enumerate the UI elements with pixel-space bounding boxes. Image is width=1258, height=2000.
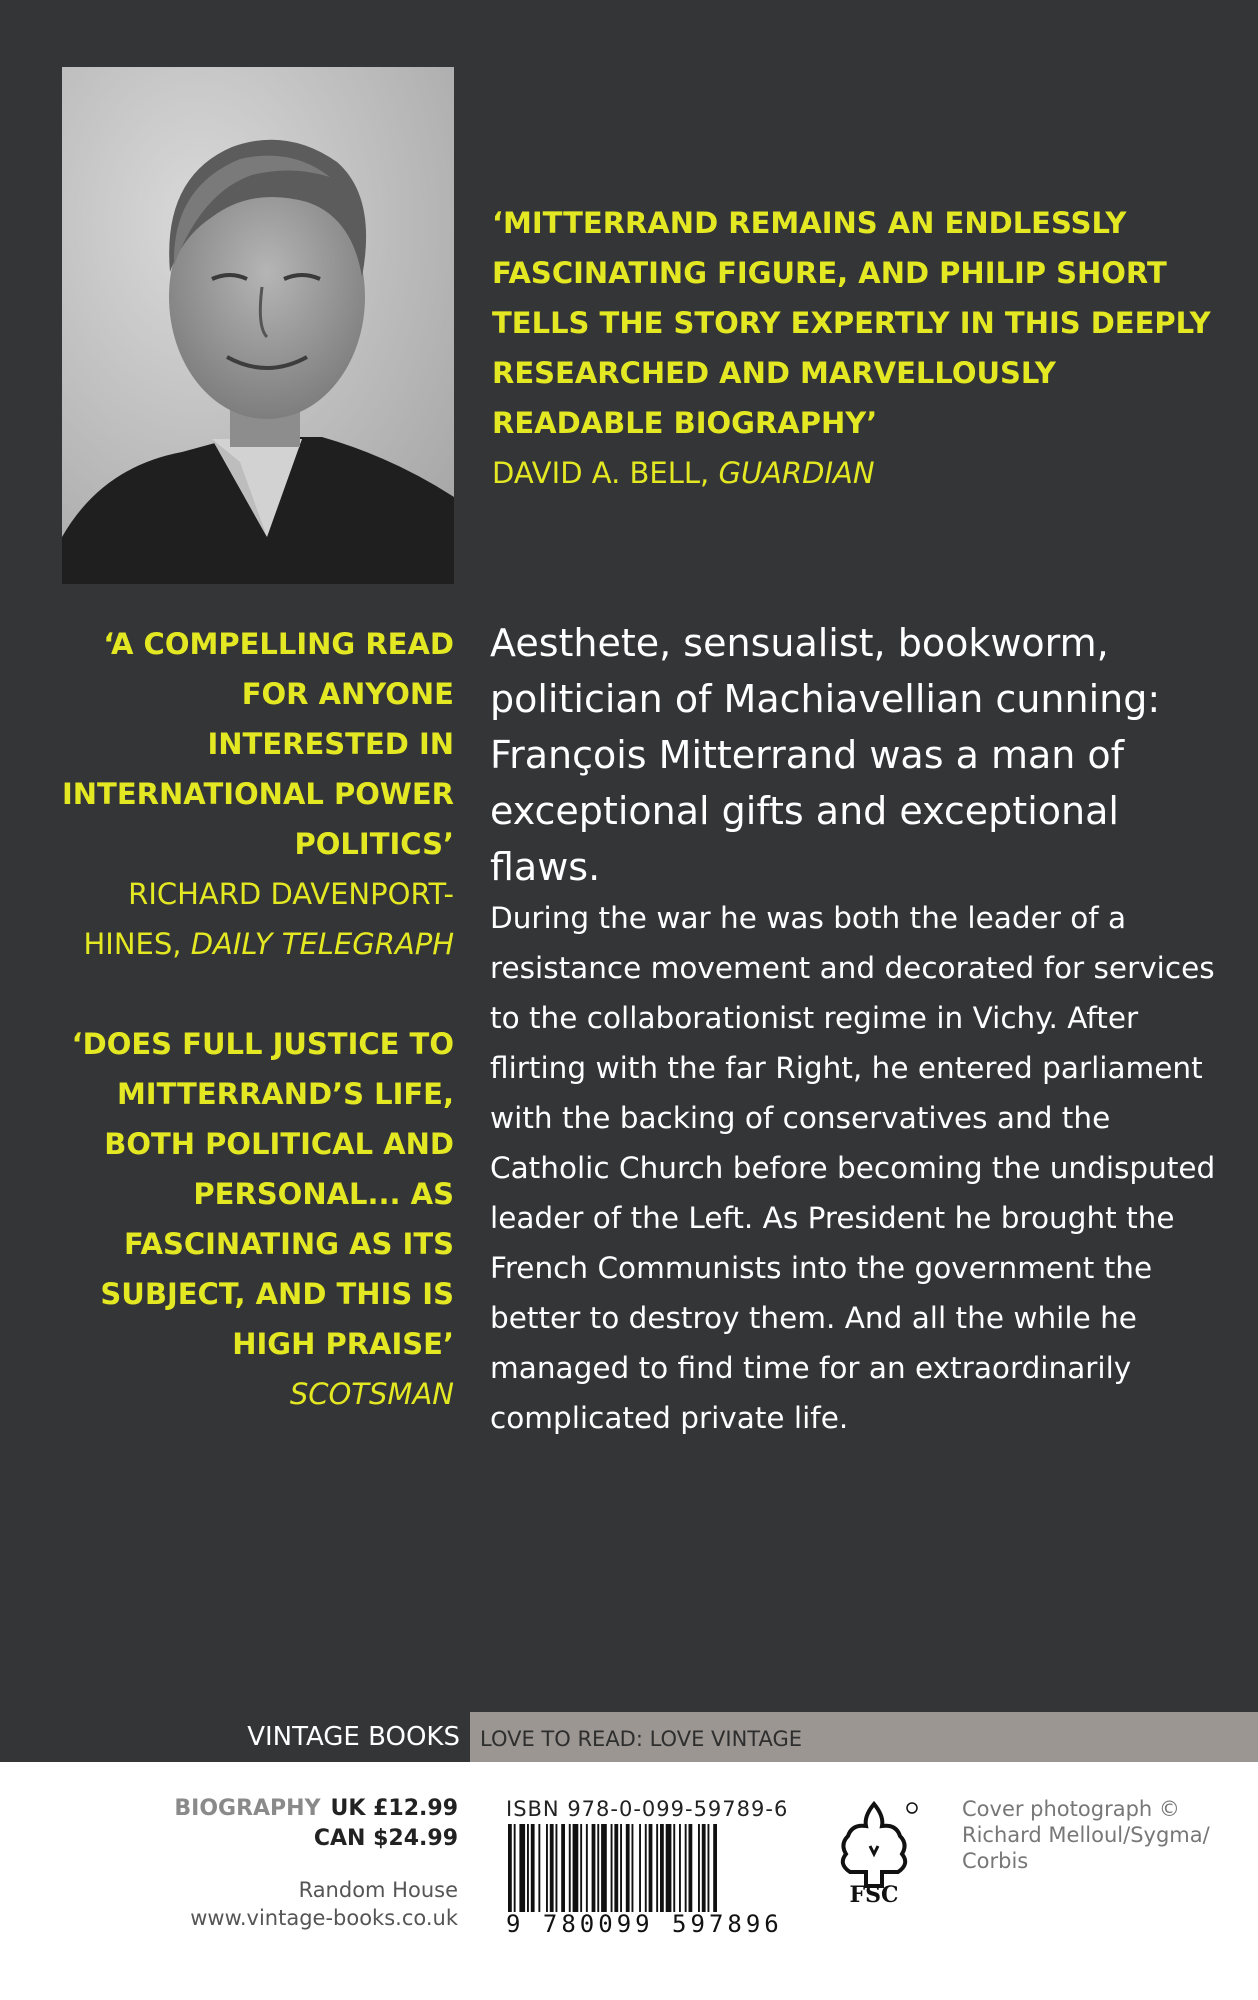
publication-name: DAILY TELEGRAPH: [190, 927, 454, 961]
price-block: [120, 1794, 458, 1854]
quote-attribution: [492, 448, 1212, 498]
price-uk-line: [120, 1794, 458, 1824]
barcode-icon: [508, 1824, 792, 1912]
reviewer-name: DAVID A. BELL,: [492, 456, 710, 490]
fsc-text: FSC: [849, 1882, 899, 1906]
publisher-block: [120, 1876, 458, 1932]
publisher-name: Random House: [298, 1878, 458, 1902]
review-quote-telegraph: [40, 619, 454, 969]
quote-text: ‘MITTERRAND REMAINS AN ENDLESSLY FASCINATING FIGURE, AND PHILIP SHORT TELLS THE STORY EXPERTLY IN THIS DEEPLY RESEARCHED AND MARVELLOUSLY READABLE BIOGRAPHY’: [492, 206, 1211, 440]
fsc-logo-icon: [826, 1796, 922, 1906]
imprint-name: VINTAGE BOOKS: [247, 1722, 460, 1752]
publisher-website: www.vintage-books.co.uk: [190, 1906, 458, 1930]
lead-paragraph: Aesthete, sensualist, bookworm, politician of Machiavellian cunning: François Mitterrand was a man of exceptional gifts and exceptional flaws.: [490, 621, 1161, 889]
imprint-slogan: LOVE TO READ: LOVE VINTAGE: [480, 1727, 803, 1751]
quote-attribution: [40, 869, 454, 969]
price-can: CAN $24.99: [313, 1826, 458, 1851]
blurb-paragraph: During the war he was both the leader of a resistance movement and decorated for services to the collaborationist regime in Vichy. After flirting with the far Right, he entered parliament with the backing of conservatives and the Catholic Church before becoming the undisputed leader of the Left. As President he brought the French Communists into the government the better to destroy them. And all the while he managed to find time for an extraordinarily complicated private life.: [490, 901, 1216, 1435]
isbn-label: ISBN 978-0-099-59789-6: [506, 1797, 789, 1821]
footer-panel: [0, 1762, 1258, 2000]
imprint-band: [0, 1712, 470, 1762]
quote-attribution: [40, 1369, 454, 1419]
publication-name: SCOTSMAN: [289, 1377, 454, 1411]
price-uk: UK £12.99: [330, 1796, 458, 1821]
quote-text: ‘DOES FULL JUSTICE TO MITTERRAND’S LIFE, BOTH POLITICAL AND PERSONAL... AS FASCINATING AS ITS SUBJECT, AND THIS IS HIGH PRAISE’: [71, 1027, 454, 1361]
category-label: BIOGRAPHY: [174, 1796, 321, 1821]
author-photo: [62, 67, 454, 584]
barcode-digits: 9 780099 597896: [506, 1910, 783, 1938]
slogan-band: [470, 1712, 1258, 1762]
reviewer-name: RICHARD DAVENPORT-HINES,: [83, 877, 454, 961]
photo-credit: Cover photograph © Richard Melloul/Sygma/ Corbis: [962, 1797, 1210, 1873]
review-quote-scotsman: [40, 1019, 454, 1419]
quote-text: ‘A COMPELLING READ FOR ANYONE INTERESTED IN INTERNATIONAL POWER POLITICS’: [62, 627, 454, 861]
publication-name: GUARDIAN: [718, 456, 875, 490]
review-quote-guardian: [492, 198, 1212, 498]
